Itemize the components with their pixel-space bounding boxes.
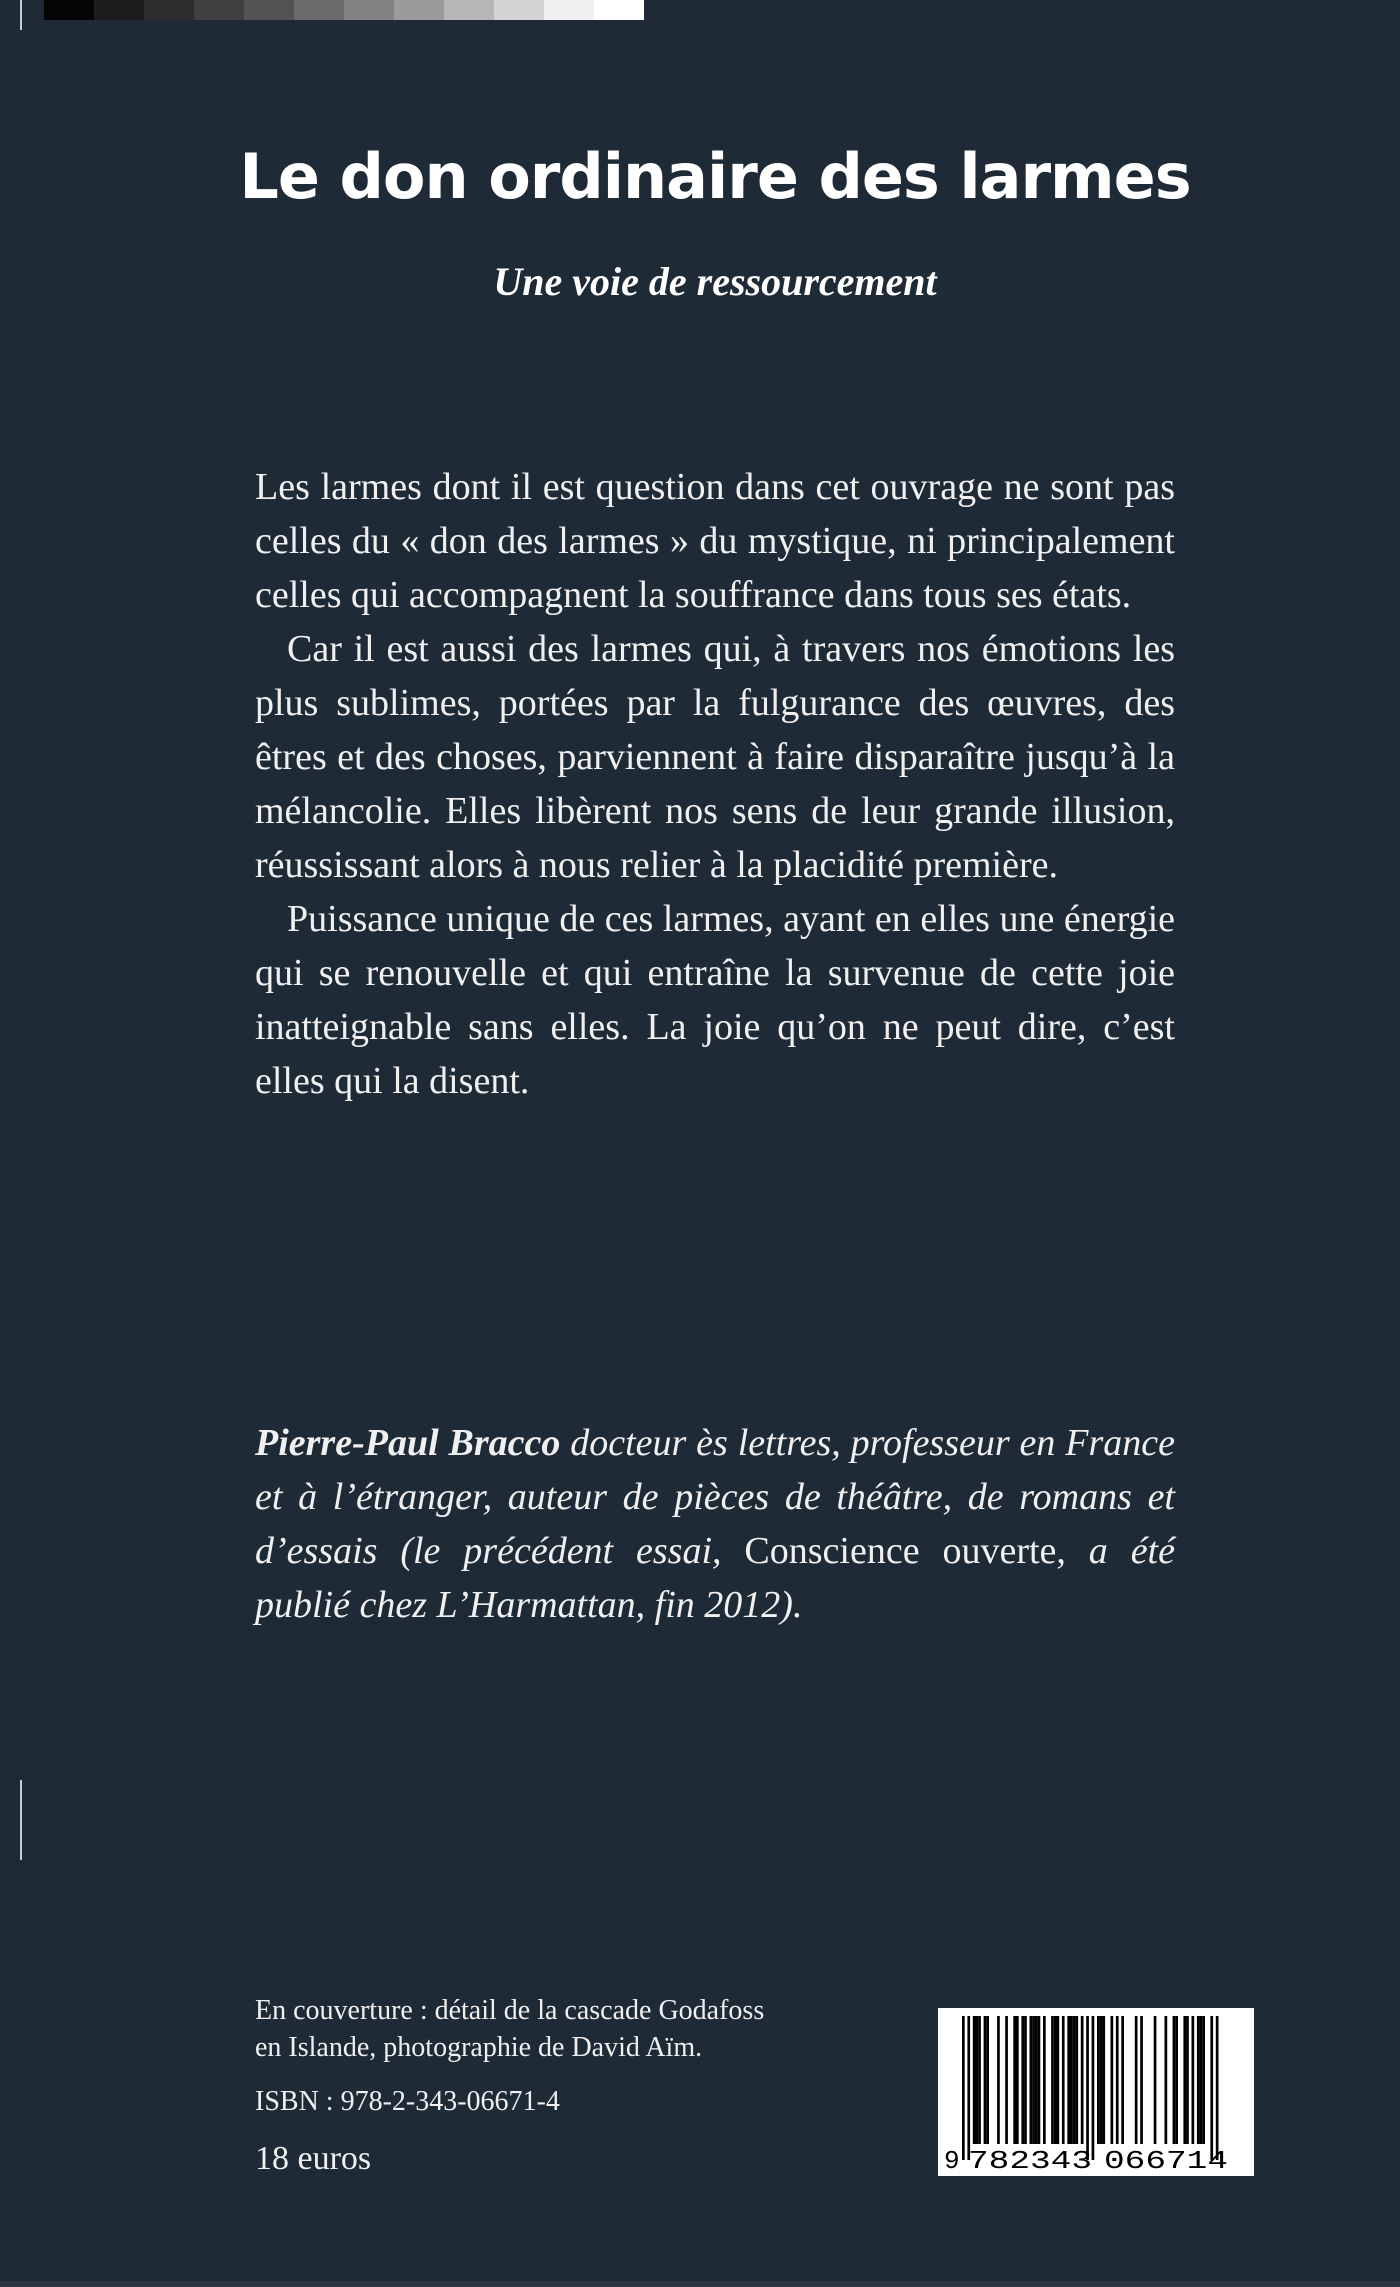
calibration-swatch bbox=[144, 0, 194, 20]
barcode-bar bbox=[967, 2016, 970, 2160]
blurb-paragraph: Car il est aussi des larmes qui, à travers nos émotions les plus sublimes, portées par la fulgurance des œuvres, des êtres et des choses, parviennent à faire disparaître jusqu’à la mélancolie. Elles libèrent nos sens de leur grande illusion, réussissant alors à nous relier à la placidité première. bbox=[255, 628, 1175, 886]
barcode-bar bbox=[978, 2016, 981, 2144]
barcode-bar bbox=[1154, 2016, 1157, 2144]
barcode-bar bbox=[1073, 2016, 1076, 2144]
barcode-bar bbox=[1092, 2016, 1095, 2160]
barcode-bar bbox=[1005, 2016, 1008, 2144]
author-bio bbox=[255, 1416, 1175, 1632]
barcode-digits-right: 066714 bbox=[1104, 2146, 1228, 2176]
barcode-bar bbox=[1100, 2016, 1103, 2144]
crop-mark bbox=[20, 1780, 22, 1860]
blurb-paragraph: Puissance unique de ces larmes, ayant en elles une énergie qui se renouvelle et qui entraîne la survenue de cette joie inatteignable sans elles. La joie qu’on ne peut dire, c’est elles qui la disent. bbox=[255, 898, 1175, 1102]
barcode-digits-left: 782343 bbox=[968, 2146, 1092, 2176]
barcode-bar bbox=[1070, 2016, 1073, 2144]
barcode-bar bbox=[1175, 2016, 1178, 2144]
barcode-bar bbox=[1200, 2016, 1203, 2144]
barcode-bar bbox=[1135, 2016, 1138, 2144]
barcode-bar bbox=[962, 2016, 965, 2160]
calibration-swatch bbox=[94, 0, 144, 20]
barcode-digit-first: 9 bbox=[944, 2146, 960, 2176]
barcode-bar bbox=[1186, 2016, 1189, 2144]
book-subtitle: Une voie de ressourcement bbox=[493, 259, 937, 304]
barcode-bar bbox=[1030, 2016, 1033, 2144]
barcode-bar bbox=[1173, 2016, 1176, 2144]
barcode-bar bbox=[1202, 2016, 1205, 2144]
barcode-graphic bbox=[938, 2008, 1254, 2176]
calibration-swatch bbox=[444, 0, 494, 20]
barcode-bar bbox=[1043, 2016, 1046, 2144]
footer-strip bbox=[0, 2281, 1400, 2287]
barcode-bar bbox=[1081, 2016, 1084, 2144]
calibration-swatch bbox=[344, 0, 394, 20]
barcode-bar bbox=[984, 2016, 987, 2144]
barcode-bar bbox=[986, 2016, 989, 2144]
color-calibration-strip bbox=[44, 0, 644, 20]
calibration-swatch bbox=[594, 0, 644, 20]
barcode-bar bbox=[1016, 2016, 1019, 2144]
blurb-paragraph: Les larmes dont il est question dans cet ouvrage ne sont pas celles du « don des larmes » du mystique, ni principalement celles qui accompagnent la souffrance dans tous ses états. bbox=[255, 466, 1175, 616]
barcode-bar bbox=[1165, 2016, 1168, 2144]
barcode-bar bbox=[1183, 2016, 1186, 2144]
calibration-swatch bbox=[294, 0, 344, 20]
barcode-bar bbox=[1035, 2016, 1038, 2144]
previous-work-title: Conscience ouverte, bbox=[744, 1530, 1066, 1572]
barcode-bar bbox=[1038, 2016, 1041, 2144]
barcode-bar bbox=[1024, 2016, 1027, 2144]
barcode-bar bbox=[1192, 2016, 1195, 2144]
calibration-swatch bbox=[394, 0, 444, 20]
barcode-bar bbox=[1197, 2016, 1200, 2144]
crop-mark bbox=[20, 0, 22, 30]
author-name: Pierre-Paul Bracco bbox=[255, 1422, 561, 1464]
barcode-bar bbox=[997, 2016, 1000, 2144]
isbn: ISBN : 978-2-343-06671-4 bbox=[255, 2086, 560, 2117]
calibration-swatch bbox=[244, 0, 294, 20]
barcode-bar bbox=[1013, 2016, 1016, 2144]
barcode-bar bbox=[1021, 2016, 1024, 2144]
barcode-bar bbox=[976, 2016, 979, 2144]
blurb bbox=[255, 460, 1175, 1108]
barcode-bar bbox=[1121, 2016, 1124, 2144]
barcode-bar bbox=[1054, 2016, 1057, 2144]
author-bio-text: docteur ès lettres, professeur en France et à l’étranger, auteur de pièces de théâtre, de romans et d’essais (le précédent essai, bbox=[255, 1422, 1175, 1572]
price: 18 euros bbox=[255, 2140, 372, 2177]
barcode-bar bbox=[1140, 2016, 1143, 2144]
cover-credit bbox=[255, 1992, 875, 2066]
calibration-swatch bbox=[194, 0, 244, 20]
barcode-bar bbox=[1097, 2016, 1100, 2144]
barcode-bar bbox=[1032, 2016, 1035, 2144]
calibration-swatch bbox=[544, 0, 594, 20]
calibration-swatch bbox=[494, 0, 544, 20]
barcode-bar bbox=[1067, 2016, 1070, 2144]
barcode-bar bbox=[1216, 2016, 1219, 2160]
barcode bbox=[938, 2008, 1254, 2176]
author-bio-text: a été publié chez L’Harmattan, fin 2012). bbox=[255, 1530, 1175, 1626]
barcode-bar bbox=[1210, 2016, 1213, 2160]
barcode-bar bbox=[1062, 2016, 1065, 2144]
barcode-bar bbox=[1111, 2016, 1114, 2144]
cover-credit-line: en Islande, photographie de David Aïm. bbox=[255, 2032, 703, 2063]
barcode-bar bbox=[1116, 2016, 1119, 2144]
barcode-bar bbox=[1057, 2016, 1060, 2144]
calibration-swatch bbox=[44, 0, 94, 20]
barcode-bar bbox=[1102, 2016, 1105, 2144]
barcode-bar bbox=[1086, 2016, 1089, 2160]
book-title: Le don ordinaire des larmes bbox=[239, 140, 1191, 213]
barcode-bar bbox=[1075, 2016, 1078, 2144]
barcode-bar bbox=[973, 2016, 976, 2144]
cover-credit-line: En couverture : détail de la cascade Godafoss bbox=[255, 1995, 765, 2026]
barcode-bar bbox=[1051, 2016, 1054, 2144]
